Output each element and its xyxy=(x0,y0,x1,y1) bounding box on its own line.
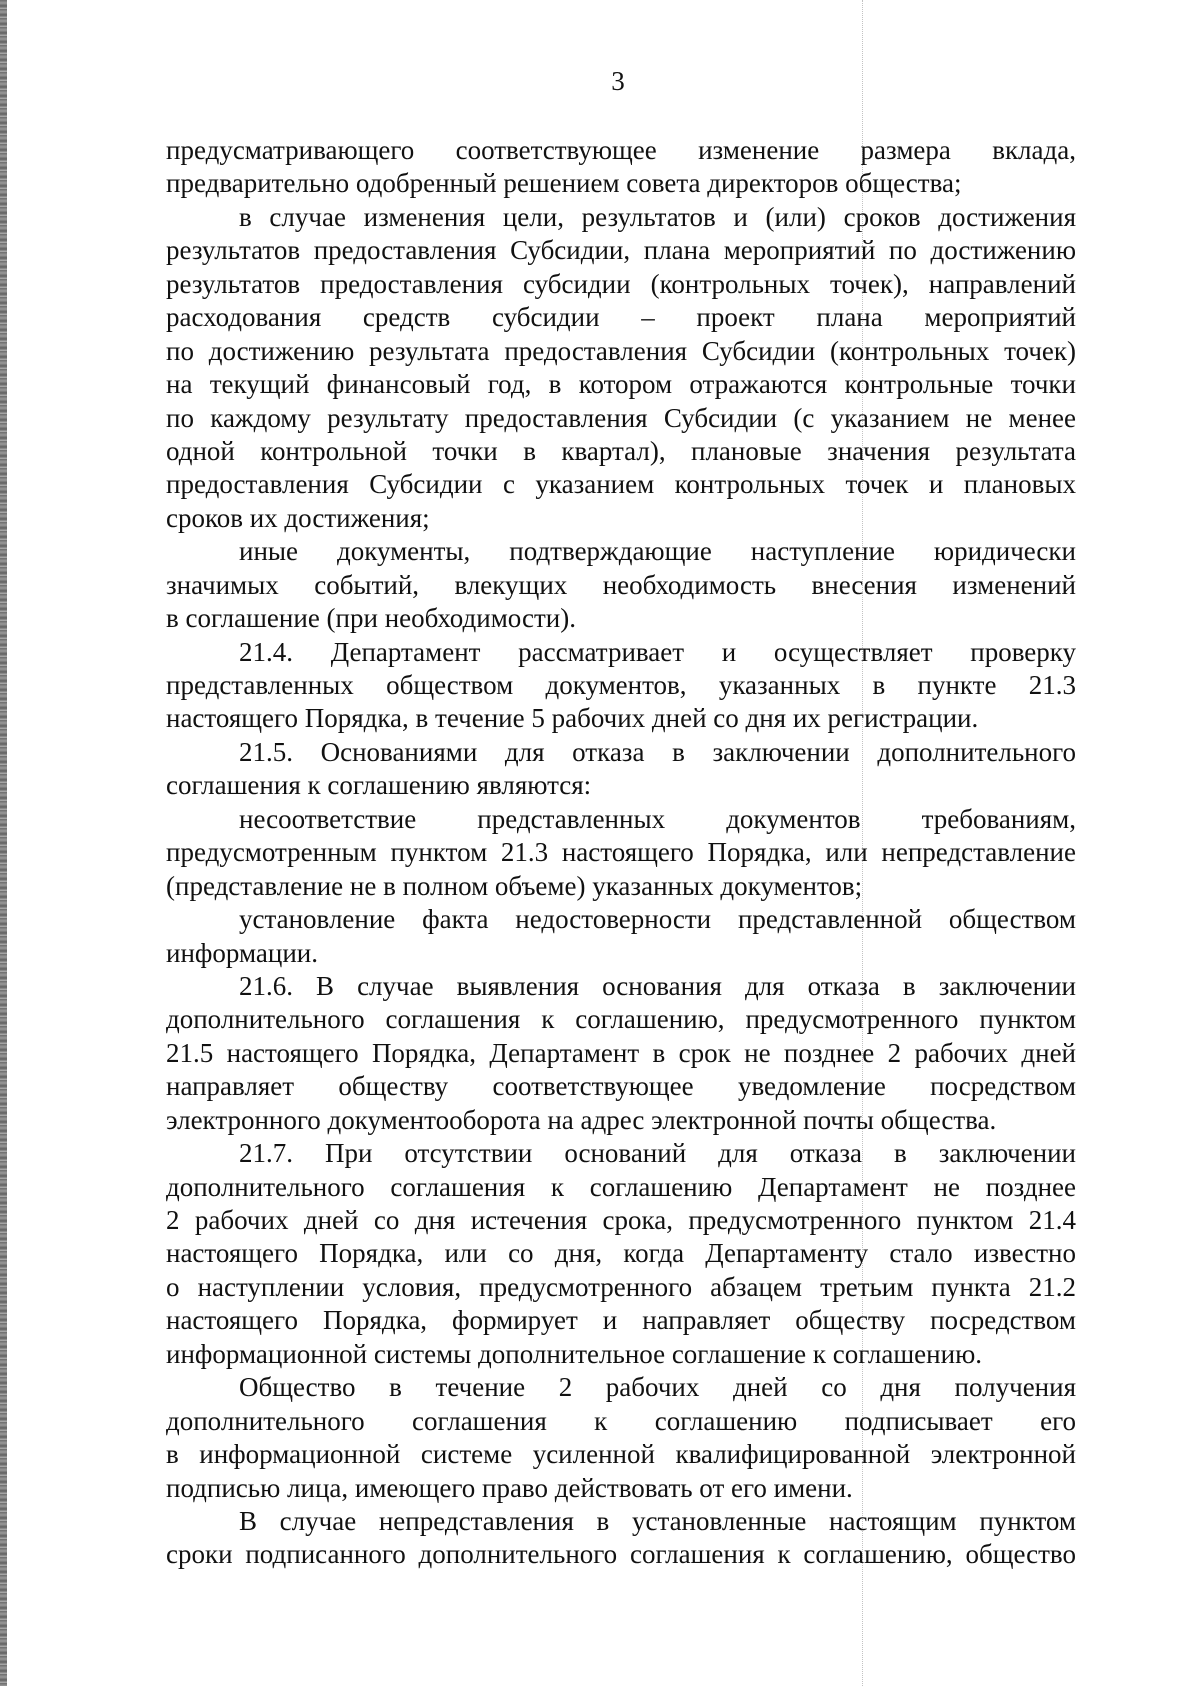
text-line: дополнительного соглашения к соглашению, предусмотренного пунктом xyxy=(166,1004,1076,1035)
text-line: Общество в течение 2 рабочих дней со дня получения xyxy=(239,1372,1076,1403)
text-line: в информационной системе усиленной квалифицированной электронной xyxy=(166,1439,1076,1470)
text-line: о наступлении условия, предусмотренного абзацем третьим пункта 21.2 xyxy=(166,1271,1076,1302)
text-line: предусмотренным пунктом 21.3 настоящего Порядка, или непредставление xyxy=(166,837,1076,868)
text-line: 21.6. В случае выявления основания для отказа в заключении xyxy=(239,970,1076,1001)
text-line: предварительно одобренный решением совета директоров общества; xyxy=(166,168,962,199)
text-line: по каждому результату предоставления Субсидии (с указанием не менее xyxy=(166,402,1076,433)
text-line: 21.4. Департамент рассматривает и осуществляет проверку xyxy=(239,636,1076,667)
text-line: иные документы, подтверждающие наступление юридически xyxy=(239,536,1076,567)
text-line: дополнительного соглашения к соглашению подписывает его xyxy=(166,1405,1076,1436)
text-line: расходования средств субсидии – проект плана мероприятий xyxy=(166,302,1076,333)
text-line: подписью лица, имеющего право действовать от его имени. xyxy=(166,1472,853,1503)
text-line: в соглашение (при необходимости). xyxy=(166,603,576,634)
text-line: дополнительного соглашения к соглашению Департамент не позднее xyxy=(166,1171,1076,1202)
page-number: 3 xyxy=(611,66,625,96)
text-line: установление факта недостоверности представленной обществом xyxy=(239,904,1076,935)
text-line: 21.5. Основаниями для отказа в заключении дополнительного xyxy=(239,736,1076,767)
text-line: сроков их достижения; xyxy=(166,502,430,533)
text-line: сроки подписанного дополнительного соглашения к соглашению, общество xyxy=(166,1539,1076,1570)
text-line: информационной системы дополнительное соглашение к соглашению. xyxy=(166,1338,982,1369)
text-line: электронного документооборота на адрес электронной почты общества. xyxy=(166,1104,997,1135)
text-line: настоящего Порядка, или со дня, когда Департаменту стало известно xyxy=(166,1238,1076,1269)
text-line: соглашения к соглашению являются: xyxy=(166,770,592,801)
text-line: настоящего Порядка, в течение 5 рабочих дней со дня их регистрации. xyxy=(166,703,979,734)
text-line: на текущий финансовый год, в котором отражаются контрольные точки xyxy=(166,369,1076,400)
text-line: по достижению результата предоставления Субсидии (контрольных точек) xyxy=(166,335,1076,366)
text-line: направляет обществу соответствующее уведомление посредством xyxy=(166,1071,1076,1102)
text-line: 21.5 настоящего Порядка, Департамент в срок не позднее 2 рабочих дней xyxy=(166,1037,1076,1068)
text-line: одной контрольной точки в квартал), плановые значения результата xyxy=(166,435,1076,466)
text-line: информации. xyxy=(166,937,318,968)
text-line: результатов предоставления Субсидии, плана мероприятий по достижению xyxy=(166,235,1076,266)
text-line: значимых событий, влекущих необходимость внесения изменений xyxy=(166,569,1076,600)
text-line: 21.7. При отсутствии оснований для отказа в заключении xyxy=(239,1138,1076,1169)
text-line: В случае непредставления в установленные настоящим пунктом xyxy=(239,1505,1076,1536)
text-line: в случае изменения цели, результатов и (или) сроков достижения xyxy=(239,201,1076,232)
text-line: 2 рабочих дней со дня истечения срока, предусмотренного пунктом 21.4 xyxy=(166,1205,1076,1235)
document-body xyxy=(166,134,1076,1572)
text-line: представленных обществом документов, указанных в пункте 21.3 xyxy=(166,670,1076,700)
text-line: (представление не в полном объеме) указанных документов; xyxy=(166,870,863,901)
scan-edge xyxy=(0,0,7,1686)
text-line: предусматривающего соответствующее изменение размера вклада, xyxy=(166,135,1076,165)
text-line: результатов предоставления субсидии (контрольных точек), направлений xyxy=(166,268,1076,299)
text-line: предоставления Субсидии с указанием контрольных точек и плановых xyxy=(166,469,1076,500)
text-line: несоответствие представленных документов требованиям, xyxy=(239,803,1076,834)
text-line: настоящего Порядка, формирует и направляет обществу посредством xyxy=(166,1305,1076,1336)
